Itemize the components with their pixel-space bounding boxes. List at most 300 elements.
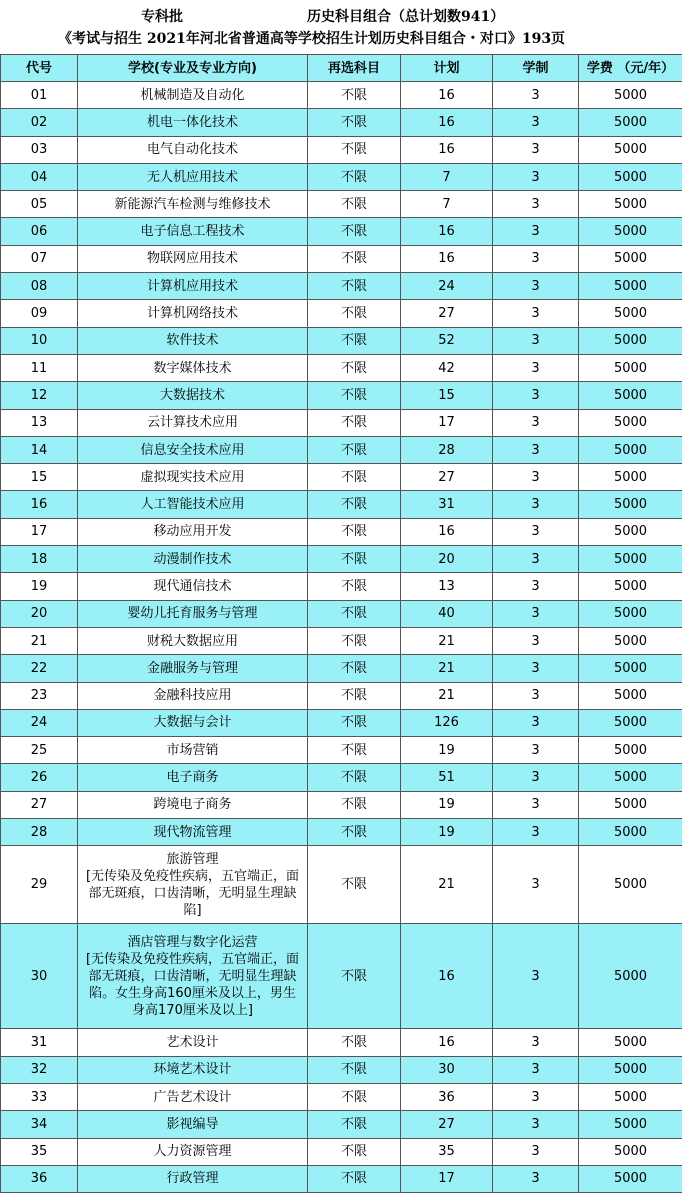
cell-major	[78, 791, 308, 818]
cell-elective: 不限	[308, 136, 401, 163]
cell-fee: 5000	[579, 409, 682, 436]
cell-code: 34	[1, 1111, 78, 1138]
cell-major	[78, 491, 308, 518]
cell-major	[78, 409, 308, 436]
table-row	[1, 924, 682, 1029]
cell-fee: 5000	[579, 627, 682, 654]
cell-elective: 不限	[308, 1138, 401, 1165]
major-name: 影视编导	[166, 1116, 219, 1132]
cell-elective: 不限	[308, 409, 401, 436]
major-name: 旅游管理	[166, 851, 219, 867]
cell-code: 15	[1, 464, 78, 491]
cell-elective: 不限	[308, 1111, 401, 1138]
major-name: 移动应用开发	[153, 524, 232, 540]
cell-years: 3	[493, 491, 579, 518]
cell-elective: 不限	[308, 627, 401, 654]
cell-fee: 5000	[579, 518, 682, 545]
cell-plan: 36	[401, 1083, 493, 1110]
table-row	[1, 300, 682, 327]
cell-years: 3	[493, 737, 579, 764]
column-header-fee: 学费 （元/年）	[579, 55, 682, 82]
table-row	[1, 191, 682, 218]
table-row	[1, 627, 682, 654]
table-row	[1, 218, 682, 245]
major-name: 机电一体化技术	[146, 114, 238, 130]
column-header-major: 学校(专业及专业方向)	[78, 55, 308, 82]
cell-major	[78, 1083, 308, 1110]
cell-plan: 19	[401, 791, 493, 818]
cell-elective: 不限	[308, 682, 401, 709]
cell-plan: 126	[401, 709, 493, 736]
cell-years: 3	[493, 245, 579, 272]
cell-code: 27	[1, 791, 78, 818]
cell-fee: 5000	[579, 273, 682, 300]
header-line1	[0, 6, 682, 28]
table-row	[1, 436, 682, 463]
cell-major	[78, 518, 308, 545]
cell-major	[78, 382, 308, 409]
table-row	[1, 136, 682, 163]
table-row	[1, 737, 682, 764]
cell-plan: 7	[401, 191, 493, 218]
cell-years: 3	[493, 409, 579, 436]
cell-elective: 不限	[308, 924, 401, 1029]
group-title: 历史科目组合（总计划数941）	[307, 9, 505, 25]
cell-plan: 19	[401, 819, 493, 846]
cell-plan: 52	[401, 327, 493, 354]
cell-plan: 17	[401, 409, 493, 436]
cell-code: 19	[1, 573, 78, 600]
cell-code: 09	[1, 300, 78, 327]
cell-code: 26	[1, 764, 78, 791]
cell-major	[78, 273, 308, 300]
table-row	[1, 709, 682, 736]
major-name: 市场营销	[166, 742, 219, 758]
major-name: 机械制造及自动化	[140, 87, 245, 103]
cell-code: 17	[1, 518, 78, 545]
cell-major	[78, 354, 308, 381]
major-requirement-note: [无传染及免疫性疾病，五官端正，面部无斑痕，口齿清晰，无明显生理缺陷。女生身高160厘米及以上，男生身高170厘米及以上]	[85, 951, 300, 1018]
major-name: 广告艺术设计	[153, 1089, 232, 1105]
cell-elective: 不限	[308, 1056, 401, 1083]
cell-years: 3	[493, 764, 579, 791]
cell-elective: 不限	[308, 382, 401, 409]
cell-plan: 16	[401, 136, 493, 163]
table-row	[1, 1056, 682, 1083]
cell-years: 3	[493, 1138, 579, 1165]
cell-code: 11	[1, 354, 78, 381]
cell-major	[78, 464, 308, 491]
cell-years: 3	[493, 82, 579, 109]
cell-elective: 不限	[308, 464, 401, 491]
cell-plan: 13	[401, 573, 493, 600]
cell-fee: 5000	[579, 82, 682, 109]
cell-fee: 5000	[579, 136, 682, 163]
cell-years: 3	[493, 846, 579, 924]
cell-fee: 5000	[579, 109, 682, 136]
cell-elective: 不限	[308, 109, 401, 136]
cell-major	[78, 218, 308, 245]
table-row	[1, 1029, 682, 1056]
cell-years: 3	[493, 218, 579, 245]
cell-elective: 不限	[308, 273, 401, 300]
cell-code: 23	[1, 682, 78, 709]
cell-major	[78, 191, 308, 218]
cell-fee: 5000	[579, 709, 682, 736]
cell-fee: 5000	[579, 163, 682, 190]
major-name: 数字媒体技术	[153, 360, 232, 376]
table-row	[1, 245, 682, 272]
major-name: 大数据与会计	[153, 715, 232, 731]
cell-years: 3	[493, 136, 579, 163]
cell-elective: 不限	[308, 1083, 401, 1110]
cell-major	[78, 1111, 308, 1138]
cell-fee: 5000	[579, 546, 682, 573]
table-row	[1, 791, 682, 818]
cell-plan: 16	[401, 218, 493, 245]
cell-major	[78, 655, 308, 682]
major-name: 财税大数据应用	[146, 633, 238, 649]
column-header-years: 学制	[493, 55, 579, 82]
cell-plan: 51	[401, 764, 493, 791]
cell-major	[78, 737, 308, 764]
cell-code: 16	[1, 491, 78, 518]
cell-plan: 27	[401, 300, 493, 327]
cell-fee: 5000	[579, 655, 682, 682]
cell-years: 3	[493, 354, 579, 381]
cell-code: 10	[1, 327, 78, 354]
cell-plan: 31	[401, 491, 493, 518]
table-row	[1, 682, 682, 709]
cell-years: 3	[493, 819, 579, 846]
cell-fee: 5000	[579, 791, 682, 818]
major-name: 金融科技应用	[153, 688, 232, 704]
cell-major	[78, 1165, 308, 1192]
cell-code: 05	[1, 191, 78, 218]
table-row	[1, 409, 682, 436]
major-name: 艺术设计	[166, 1034, 219, 1050]
table-row	[1, 846, 682, 924]
cell-plan: 16	[401, 245, 493, 272]
cell-elective: 不限	[308, 436, 401, 463]
cell-years: 3	[493, 191, 579, 218]
cell-code: 36	[1, 1165, 78, 1192]
cell-elective: 不限	[308, 163, 401, 190]
cell-major	[78, 846, 308, 924]
cell-plan: 40	[401, 600, 493, 627]
cell-major	[78, 82, 308, 109]
cell-fee: 5000	[579, 819, 682, 846]
cell-fee: 5000	[579, 436, 682, 463]
cell-code: 24	[1, 709, 78, 736]
major-name: 电子商务	[166, 770, 219, 786]
cell-fee: 5000	[579, 573, 682, 600]
cell-major	[78, 924, 308, 1029]
table-row	[1, 382, 682, 409]
cell-code: 07	[1, 245, 78, 272]
cell-plan: 16	[401, 518, 493, 545]
cell-code: 22	[1, 655, 78, 682]
major-name: 电子信息工程技术	[140, 224, 245, 240]
cell-major	[78, 627, 308, 654]
cell-elective: 不限	[308, 327, 401, 354]
cell-plan: 21	[401, 655, 493, 682]
cell-elective: 不限	[308, 709, 401, 736]
cell-elective: 不限	[308, 846, 401, 924]
table-row	[1, 819, 682, 846]
cell-fee: 5000	[579, 300, 682, 327]
cell-plan: 17	[401, 1165, 493, 1192]
cell-plan: 19	[401, 737, 493, 764]
major-name: 物联网应用技术	[146, 251, 238, 267]
cell-elective: 不限	[308, 218, 401, 245]
cell-major	[78, 327, 308, 354]
cell-plan: 16	[401, 82, 493, 109]
cell-fee: 5000	[579, 846, 682, 924]
cell-years: 3	[493, 464, 579, 491]
cell-plan: 27	[401, 1111, 493, 1138]
cell-major	[78, 300, 308, 327]
major-name: 人工智能技术应用	[140, 497, 245, 513]
table-row	[1, 82, 682, 109]
major-name: 计算机网络技术	[146, 306, 238, 322]
cell-plan: 16	[401, 924, 493, 1029]
cell-years: 3	[493, 382, 579, 409]
table-row	[1, 655, 682, 682]
cell-fee: 5000	[579, 491, 682, 518]
table-row	[1, 1138, 682, 1165]
cell-elective: 不限	[308, 518, 401, 545]
cell-code: 18	[1, 546, 78, 573]
cell-plan: 35	[401, 1138, 493, 1165]
cell-code: 31	[1, 1029, 78, 1056]
cell-code: 14	[1, 436, 78, 463]
cell-code: 25	[1, 737, 78, 764]
table-header-row	[1, 55, 682, 82]
cell-years: 3	[493, 791, 579, 818]
cell-fee: 5000	[579, 924, 682, 1029]
cell-plan: 7	[401, 163, 493, 190]
cell-code: 01	[1, 82, 78, 109]
cell-code: 08	[1, 273, 78, 300]
cell-years: 3	[493, 627, 579, 654]
cell-code: 12	[1, 382, 78, 409]
column-header-plan: 计划	[401, 55, 493, 82]
cell-plan: 21	[401, 627, 493, 654]
cell-years: 3	[493, 300, 579, 327]
table-row	[1, 1165, 682, 1192]
cell-plan: 24	[401, 273, 493, 300]
cell-elective: 不限	[308, 354, 401, 381]
cell-major	[78, 136, 308, 163]
table-row	[1, 354, 682, 381]
major-name: 电气自动化技术	[146, 142, 238, 158]
major-requirement-note: [无传染及免疫性疾病，五官端正，面部无斑痕，口齿清晰，无明显生理缺陷]	[85, 868, 300, 918]
cell-code: 02	[1, 109, 78, 136]
cell-elective: 不限	[308, 737, 401, 764]
cell-fee: 5000	[579, 600, 682, 627]
cell-code: 03	[1, 136, 78, 163]
table-row	[1, 573, 682, 600]
cell-years: 3	[493, 1165, 579, 1192]
cell-fee: 5000	[579, 191, 682, 218]
major-name: 信息安全技术应用	[140, 442, 245, 458]
cell-years: 3	[493, 1056, 579, 1083]
cell-fee: 5000	[579, 1056, 682, 1083]
table-row	[1, 764, 682, 791]
cell-code: 33	[1, 1083, 78, 1110]
cell-fee: 5000	[579, 382, 682, 409]
cell-years: 3	[493, 546, 579, 573]
major-name: 现代通信技术	[153, 578, 232, 594]
cell-major	[78, 709, 308, 736]
cell-years: 3	[493, 600, 579, 627]
cell-major	[78, 819, 308, 846]
column-header-code: 代号	[1, 55, 78, 82]
cell-major	[78, 600, 308, 627]
table-row	[1, 1083, 682, 1110]
major-name: 动漫制作技术	[153, 551, 232, 567]
cell-fee: 5000	[579, 1029, 682, 1056]
cell-fee: 5000	[579, 764, 682, 791]
cell-elective: 不限	[308, 600, 401, 627]
cell-major	[78, 1029, 308, 1056]
cell-code: 21	[1, 627, 78, 654]
cell-plan: 30	[401, 1056, 493, 1083]
cell-code: 30	[1, 924, 78, 1029]
cell-elective: 不限	[308, 245, 401, 272]
cell-years: 3	[493, 327, 579, 354]
major-name: 人力资源管理	[153, 1144, 232, 1160]
cell-plan: 16	[401, 1029, 493, 1056]
cell-elective: 不限	[308, 1165, 401, 1192]
cell-fee: 5000	[579, 1138, 682, 1165]
major-name: 大数据技术	[159, 387, 225, 403]
source-reference: 《考试与招生 2021年河北省普通高等学校招生计划历史科目组合・对口》193页	[58, 31, 566, 47]
cell-fee: 5000	[579, 464, 682, 491]
cell-fee: 5000	[579, 327, 682, 354]
column-header-elective: 再选科目	[308, 55, 401, 82]
cell-major	[78, 1056, 308, 1083]
cell-major	[78, 109, 308, 136]
cell-elective: 不限	[308, 764, 401, 791]
major-name: 云计算技术应用	[146, 415, 238, 431]
enrollment-plan-table	[0, 54, 682, 1193]
major-name: 计算机应用技术	[146, 278, 238, 294]
cell-fee: 5000	[579, 682, 682, 709]
cell-fee: 5000	[579, 1165, 682, 1192]
cell-plan: 27	[401, 464, 493, 491]
cell-elective: 不限	[308, 573, 401, 600]
cell-plan: 21	[401, 846, 493, 924]
table-row	[1, 1111, 682, 1138]
table-row	[1, 546, 682, 573]
table-row	[1, 464, 682, 491]
table-row	[1, 163, 682, 190]
cell-major	[78, 682, 308, 709]
cell-plan: 15	[401, 382, 493, 409]
major-name: 现代物流管理	[153, 824, 232, 840]
cell-major	[78, 436, 308, 463]
cell-years: 3	[493, 924, 579, 1029]
table-row	[1, 518, 682, 545]
major-name: 跨境电子商务	[153, 797, 232, 813]
major-name: 行政管理	[166, 1171, 219, 1187]
cell-major	[78, 1138, 308, 1165]
cell-years: 3	[493, 573, 579, 600]
cell-years: 3	[493, 109, 579, 136]
cell-years: 3	[493, 709, 579, 736]
cell-plan: 16	[401, 109, 493, 136]
cell-elective: 不限	[308, 819, 401, 846]
cell-plan: 28	[401, 436, 493, 463]
cell-years: 3	[493, 1083, 579, 1110]
cell-elective: 不限	[308, 1029, 401, 1056]
cell-elective: 不限	[308, 82, 401, 109]
cell-years: 3	[493, 518, 579, 545]
major-name: 虚拟现实技术应用	[140, 469, 245, 485]
cell-plan: 20	[401, 546, 493, 573]
major-name: 无人机应用技术	[146, 169, 238, 185]
cell-elective: 不限	[308, 791, 401, 818]
major-name: 环境艺术设计	[153, 1062, 232, 1078]
page-header	[0, 0, 682, 54]
cell-fee: 5000	[579, 218, 682, 245]
cell-major	[78, 245, 308, 272]
cell-code: 13	[1, 409, 78, 436]
cell-years: 3	[493, 273, 579, 300]
cell-elective: 不限	[308, 491, 401, 518]
cell-elective: 不限	[308, 546, 401, 573]
cell-fee: 5000	[579, 354, 682, 381]
cell-major	[78, 546, 308, 573]
cell-major	[78, 573, 308, 600]
cell-fee: 5000	[579, 1083, 682, 1110]
cell-code: 28	[1, 819, 78, 846]
table-row	[1, 327, 682, 354]
cell-plan: 21	[401, 682, 493, 709]
table-row	[1, 491, 682, 518]
cell-years: 3	[493, 682, 579, 709]
cell-code: 35	[1, 1138, 78, 1165]
cell-major	[78, 163, 308, 190]
batch-label: 专科批	[141, 9, 183, 25]
cell-years: 3	[493, 436, 579, 463]
cell-fee: 5000	[579, 737, 682, 764]
major-name: 婴幼儿托育服务与管理	[127, 606, 258, 622]
cell-elective: 不限	[308, 191, 401, 218]
cell-code: 04	[1, 163, 78, 190]
cell-code: 20	[1, 600, 78, 627]
cell-plan: 42	[401, 354, 493, 381]
table-row	[1, 273, 682, 300]
cell-elective: 不限	[308, 655, 401, 682]
cell-elective: 不限	[308, 300, 401, 327]
cell-code: 32	[1, 1056, 78, 1083]
cell-fee: 5000	[579, 245, 682, 272]
cell-years: 3	[493, 1029, 579, 1056]
table-row	[1, 109, 682, 136]
table-row	[1, 600, 682, 627]
major-name: 软件技术	[166, 333, 219, 349]
cell-years: 3	[493, 655, 579, 682]
cell-code: 06	[1, 218, 78, 245]
cell-major	[78, 764, 308, 791]
cell-years: 3	[493, 163, 579, 190]
cell-fee: 5000	[579, 1111, 682, 1138]
major-name: 新能源汽车检测与维修技术	[114, 196, 271, 212]
major-name: 酒店管理与数字化运营	[127, 934, 258, 950]
